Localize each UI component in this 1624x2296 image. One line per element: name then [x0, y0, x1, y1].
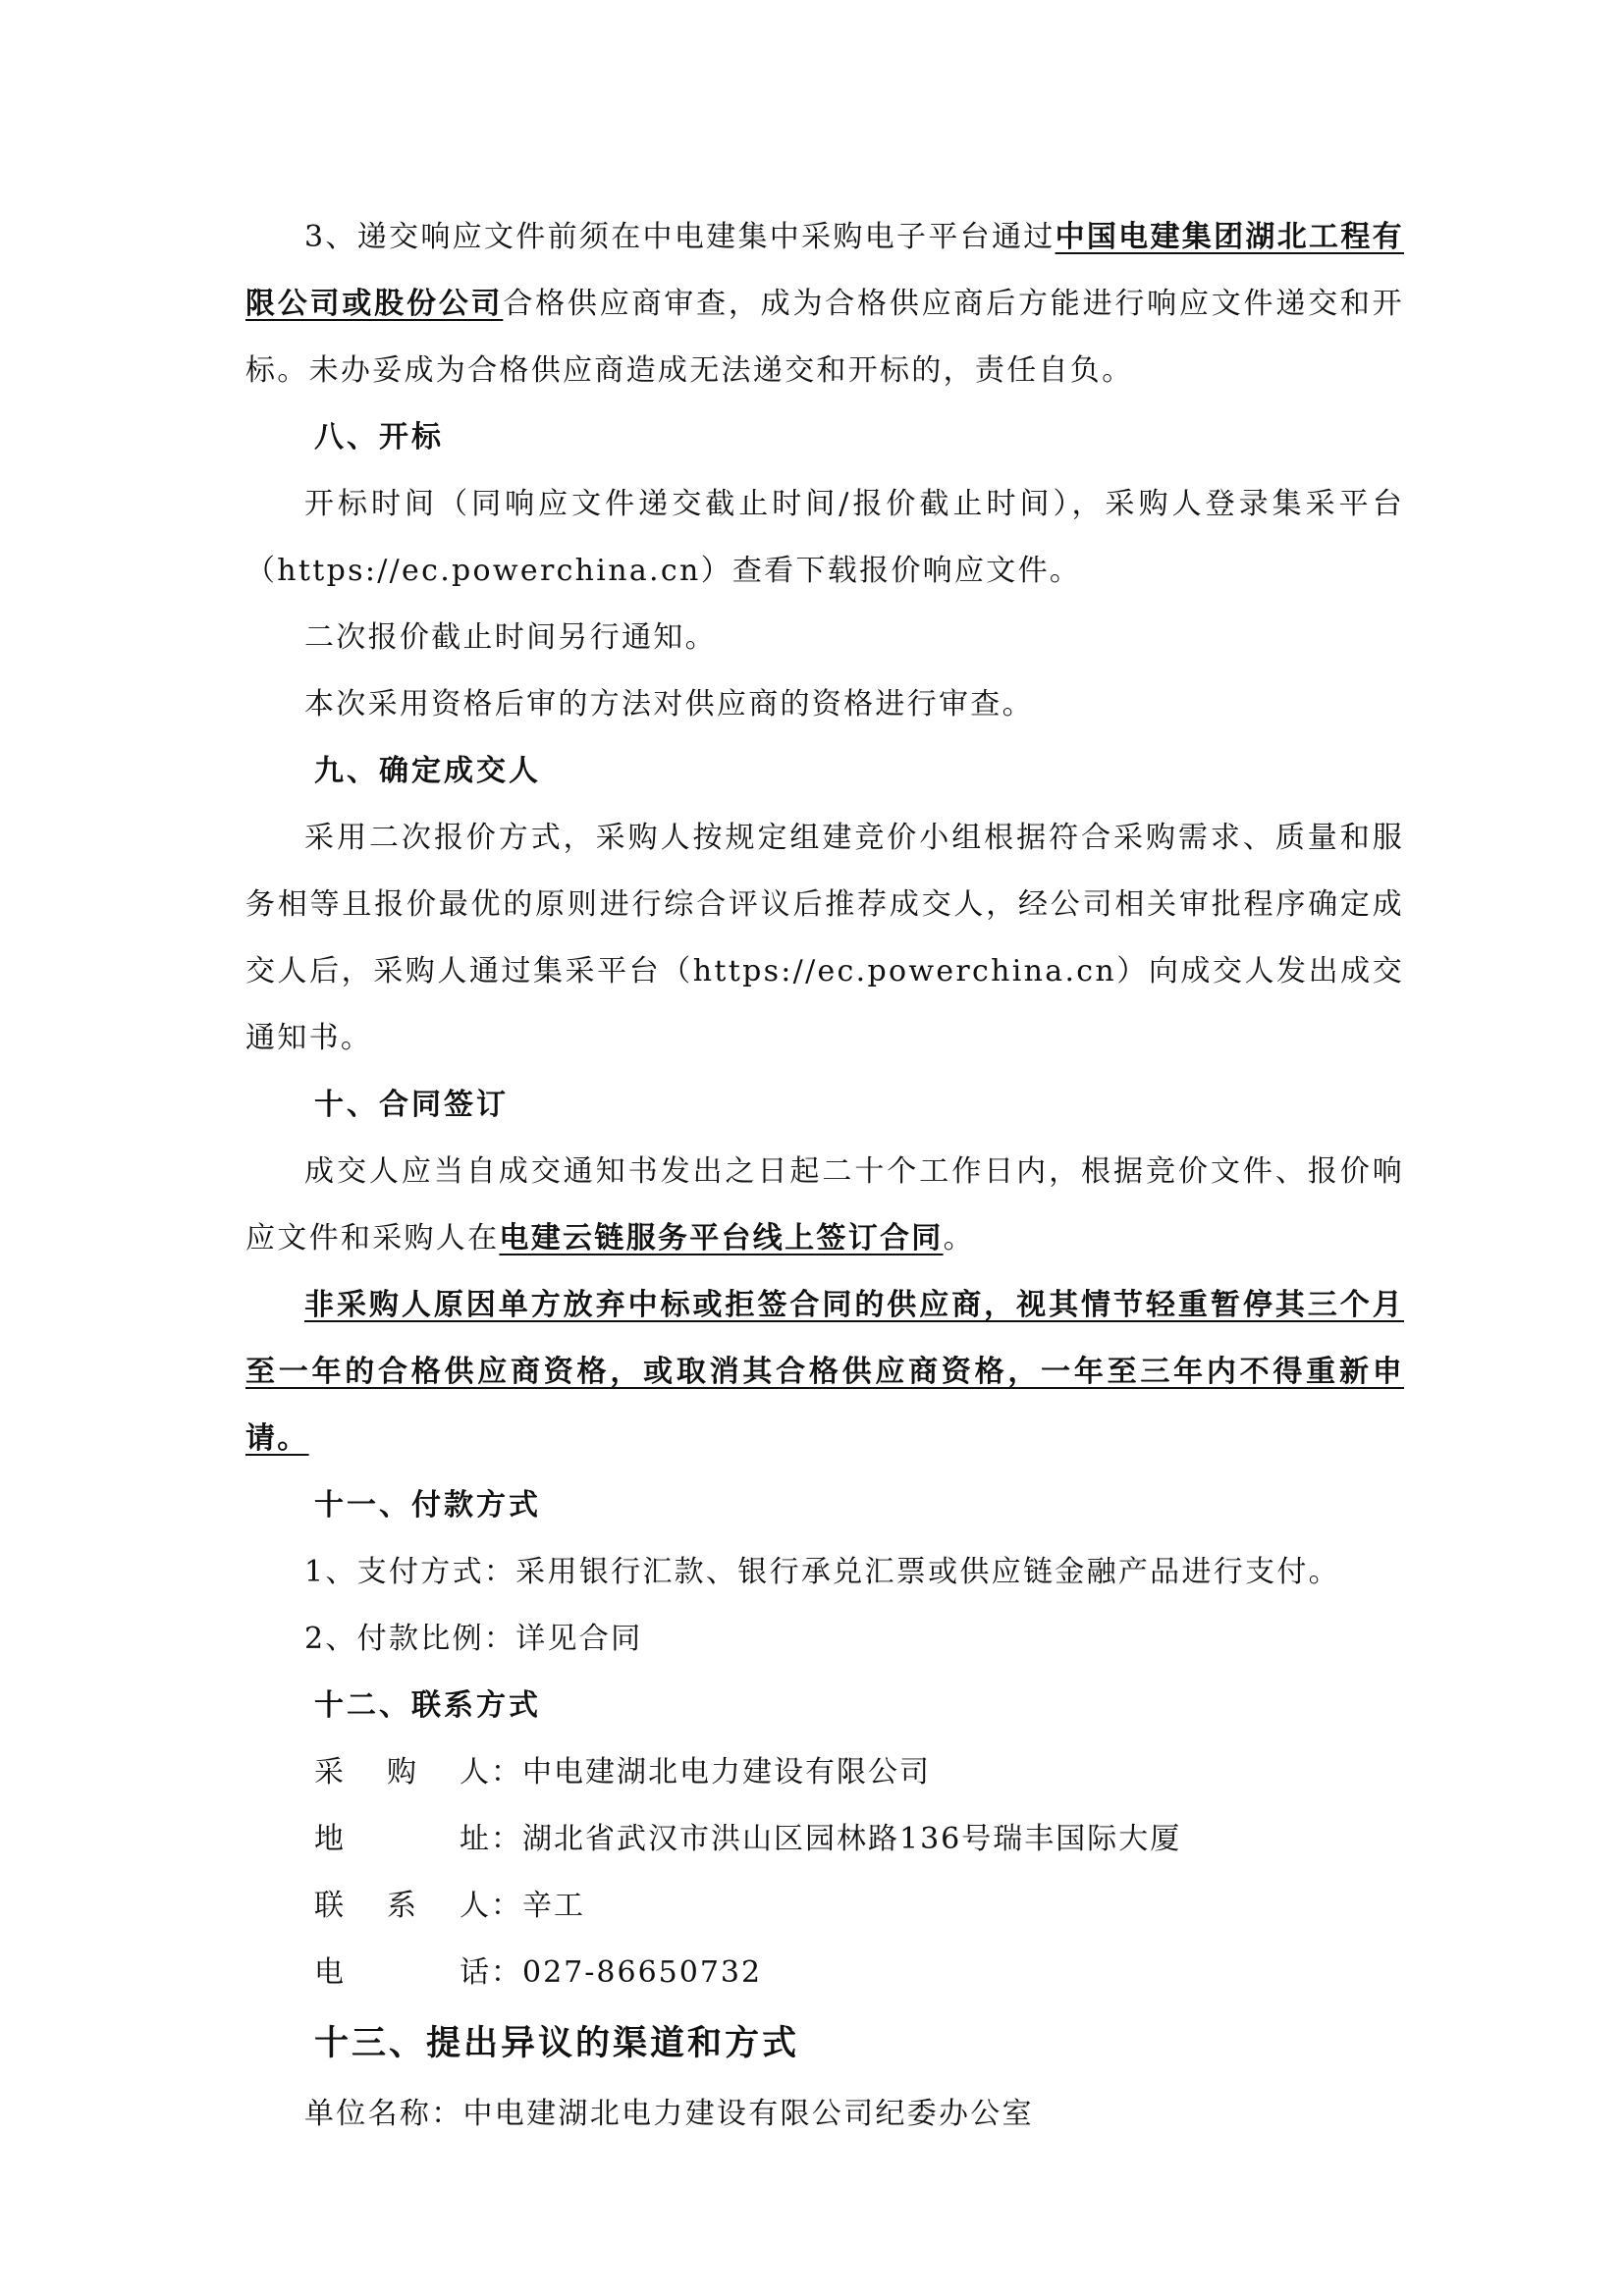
paragraph-opening-time: 开标时间（同响应文件递交截止时间/报价截止时间），采购人登录集采平台（https://ec.powerchina.cn）查看下载报价响应文件。	[245, 487, 1404, 588]
contact-colon: ：	[491, 1822, 522, 1856]
section-heading-payment: 十一、付款方式	[314, 1488, 541, 1522]
paragraph-qualified-supplier	[245, 204, 1404, 404]
paragraph-qualification-review: 本次采用资格后审的方法对供应商的资格进行审查。	[304, 687, 1034, 721]
contact-value: 中电建湖北电力建设有限公司	[522, 1755, 931, 1789]
contact-colon: ：	[491, 1755, 522, 1789]
contact-label: 联 系 人	[314, 1889, 491, 1923]
contact-value: 辛工	[522, 1889, 585, 1923]
text-segment: 。	[943, 1221, 975, 1255]
section-heading-objection: 十三、提出异议的渠道和方式	[314, 2024, 800, 2063]
emphasis-penalty: 非采购人原因单方放弃中标或拒签合同的供应商，视其情节轻重暂停其三个月至一年的合格供应商资格，或取消其合格供应商资格，一年至三年内不得重新申请。	[245, 1288, 1404, 1456]
document-body	[245, 204, 1404, 2148]
text-segment: 3、递交响应文件前须在中电建集中采购电子平台通过	[304, 220, 1056, 254]
paragraph-objection-unit: 单位名称：中电建湖北电力建设有限公司纪委办公室	[304, 2097, 1034, 2131]
contact-value: 027-86650732	[522, 1955, 763, 1990]
paragraph-penalty-notice	[245, 1272, 1404, 1472]
contact-label: 地 址	[314, 1822, 491, 1856]
emphasis-platform: 电建云链服务平台线上签订合同	[499, 1221, 944, 1255]
contact-colon: ：	[491, 1889, 522, 1923]
paragraph-contract-signing	[245, 1139, 1404, 1272]
section-heading-winner: 九、确定成交人	[314, 754, 541, 788]
emphasis-company-name: 中国电建集团湖北工程有限公司或股份公司	[245, 220, 1404, 321]
contact-row-address	[245, 1806, 1404, 1873]
text-segment: 合格供应商审查，成为合格供应商后方能进行响应文件递交和开标。未办妥成为合格供应商造成无法递交和开标的，责任自负。	[245, 287, 1404, 388]
text-segment: 成交人应当自成交通知书发出之日起二十个工作日内，根据竞价文件、报价响应文件和采购人在	[245, 1154, 1404, 1255]
contact-row-phone	[245, 1940, 1404, 2006]
section-heading-opening: 八、开标	[314, 420, 444, 454]
contact-colon: ：	[491, 1955, 522, 1990]
paragraph-payment-ratio: 2、付款比例：详见合同	[304, 1622, 643, 1656]
contact-row-purchaser	[245, 1739, 1404, 1806]
paragraph-winner-determination: 采用二次报价方式，采购人按规定组建竞价小组根据符合采购需求、质量和服务相等且报价最优的原则进行综合评议后推荐成交人，经公司相关审批程序确定成交人后，采购人通过集采平台（https://ec.powerchina.cn）向成交人发出成交通知书。	[245, 821, 1404, 1055]
contact-row-contact-person	[245, 1873, 1404, 1940]
section-heading-contract: 十、合同签订	[314, 1088, 509, 1122]
contact-label: 采 购 人	[314, 1755, 491, 1789]
paragraph-payment-method: 1、支付方式：采用银行汇款、银行承兑汇票或供应链金融产品进行支付。	[304, 1555, 1340, 1589]
contact-value: 湖北省武汉市洪山区园林路136号瑞丰国际大厦	[522, 1822, 1182, 1856]
paragraph-second-quote: 二次报价截止时间另行通知。	[304, 620, 717, 655]
contact-label: 电 话	[314, 1955, 491, 1990]
section-heading-contact: 十二、联系方式	[314, 1688, 541, 1723]
